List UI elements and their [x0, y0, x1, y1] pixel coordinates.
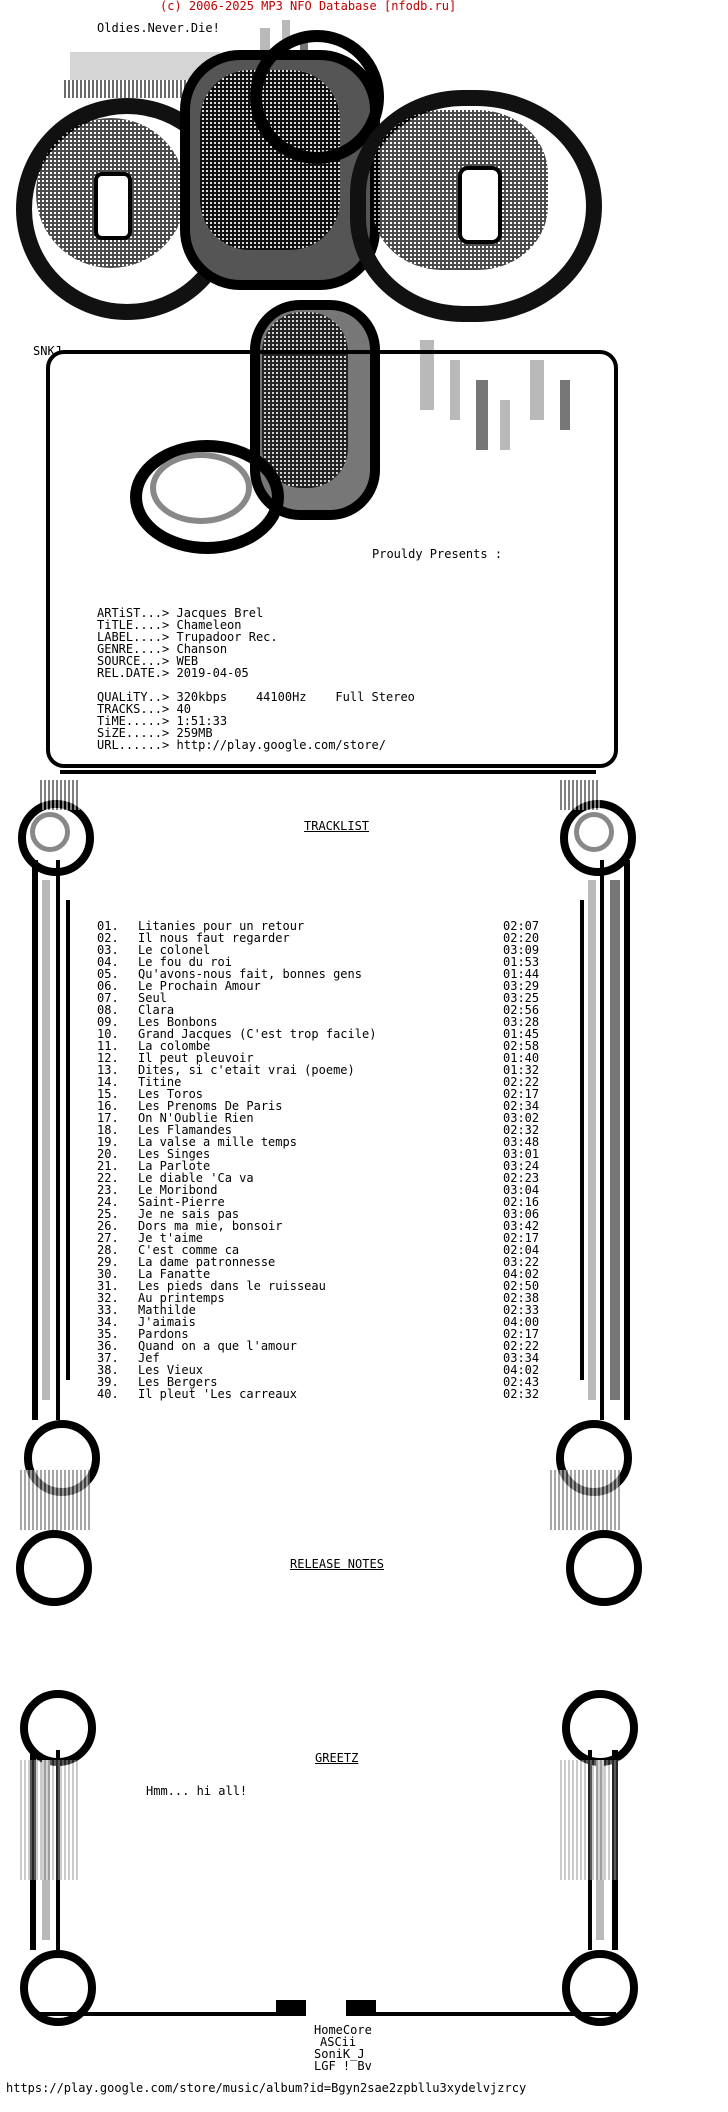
track-duration: 02:32 [503, 1123, 540, 1137]
track-duration: 03:25 [503, 991, 540, 1005]
track-title: Seul [138, 991, 167, 1005]
release-notes-heading: RELEASE NOTES [290, 1557, 384, 1571]
credit-line: ASCii [320, 2035, 357, 2049]
track-duration: 03:01 [503, 1147, 540, 1161]
presents-label: Prouldy Presents : [372, 547, 503, 561]
track-title: Qu'avons-nous fait, bonnes gens [138, 967, 362, 981]
track-title: C'est comme ca [138, 1243, 240, 1257]
track-number: 10. [97, 1027, 119, 1041]
track-number: 11. [97, 1039, 119, 1053]
track-number: 15. [97, 1087, 119, 1101]
track-duration: 03:24 [503, 1159, 540, 1173]
track-number: 33. [97, 1303, 119, 1317]
track-title: Pardons [138, 1327, 189, 1341]
info-row-quality: QUALiTY..> 320kbps 44100Hz Full Stereo [97, 690, 415, 704]
track-number: 39. [97, 1375, 119, 1389]
track-title: Jef [138, 1351, 160, 1365]
track-duration: 04:00 [503, 1315, 540, 1329]
track-number: 21. [97, 1159, 119, 1173]
track-number: 07. [97, 991, 119, 1005]
track-duration: 02:33 [503, 1303, 540, 1317]
track-number: 27. [97, 1231, 119, 1245]
track-number: 37. [97, 1351, 119, 1365]
track-title: Le diable 'Ca va [138, 1171, 254, 1185]
track-duration: 03:28 [503, 1015, 540, 1029]
track-duration: 02:20 [503, 931, 540, 945]
track-number: 05. [97, 967, 119, 981]
track-number: 34. [97, 1315, 119, 1329]
track-duration: 04:02 [503, 1267, 540, 1281]
track-title: Le Moribond [138, 1183, 218, 1197]
track-duration: 02:17 [503, 1327, 540, 1341]
track-title: Les Flamandes [138, 1123, 232, 1137]
track-title: Il nous faut regarder [138, 931, 290, 945]
track-duration: 02:23 [503, 1171, 540, 1185]
track-title: Il peut pleuvoir [138, 1051, 254, 1065]
track-duration: 04:02 [503, 1363, 540, 1377]
track-number: 03. [97, 943, 119, 957]
tracklist-heading: TRACKLIST [304, 819, 370, 833]
track-number: 06. [97, 979, 119, 993]
info-row-genre: GENRE....> Chanson [97, 642, 228, 656]
track-duration: 03:34 [503, 1351, 540, 1365]
track-title: Le Prochain Amour [138, 979, 261, 993]
track-title: Dites, si c'etait vrai (poeme) [138, 1063, 355, 1077]
track-title: Les Vieux [138, 1363, 204, 1377]
site-banner[interactable]: (c) 2006-2025 MP3 NFO Database [nfodb.ru] [160, 0, 457, 13]
track-title: La Parlote [138, 1159, 211, 1173]
track-duration: 03:22 [503, 1255, 540, 1269]
track-number: 20. [97, 1147, 119, 1161]
track-duration: 03:48 [503, 1135, 540, 1149]
track-number: 22. [97, 1171, 119, 1185]
track-duration: 02:32 [503, 1387, 540, 1401]
track-title: Les Bonbons [138, 1015, 218, 1029]
track-duration: 02:38 [503, 1291, 540, 1305]
track-number: 30. [97, 1267, 119, 1281]
track-title: Saint-Pierre [138, 1195, 225, 1209]
info-row-tracks: TRACKS...> 40 [97, 702, 191, 716]
tagline: Oldies.Never.Die! [97, 21, 220, 35]
track-number: 26. [97, 1219, 119, 1233]
track-number: 09. [97, 1015, 119, 1029]
track-number: 25. [97, 1207, 119, 1221]
track-number: 29. [97, 1255, 119, 1269]
info-row-title: TiTLE....> Chameleon [97, 618, 242, 632]
track-title: Les pieds dans le ruisseau [138, 1279, 326, 1293]
info-row-url: URL......> http://play.google.com/store/ [97, 738, 386, 752]
track-duration: 01:40 [503, 1051, 540, 1065]
track-duration: 03:09 [503, 943, 540, 957]
track-duration: 03:06 [503, 1207, 540, 1221]
track-title: La valse a mille temps [138, 1135, 297, 1149]
track-duration: 01:44 [503, 967, 540, 981]
track-number: 24. [97, 1195, 119, 1209]
track-number: 32. [97, 1291, 119, 1305]
track-number: 19. [97, 1135, 119, 1149]
track-duration: 03:04 [503, 1183, 540, 1197]
track-number: 17. [97, 1111, 119, 1125]
track-title: Je ne sais pas [138, 1207, 240, 1221]
track-title: Titine [138, 1075, 182, 1089]
info-row-size: SiZE.....> 259MB [97, 726, 213, 740]
track-number: 31. [97, 1279, 119, 1293]
track-title: Quand on a que l'amour [138, 1339, 297, 1353]
track-title: Il pleut 'Les carreaux [138, 1387, 297, 1401]
track-duration: 03:02 [503, 1111, 540, 1125]
track-title: Les Singes [138, 1147, 211, 1161]
track-title: Les Prenoms De Paris [138, 1099, 283, 1113]
track-duration: 01:32 [503, 1063, 540, 1077]
track-title: Le colonel [138, 943, 211, 957]
track-title: Au printemps [138, 1291, 225, 1305]
track-duration: 01:45 [503, 1027, 540, 1041]
credit-line: LGF ! Bv [314, 2059, 372, 2073]
credit-line: HomeCore [314, 2023, 372, 2037]
track-duration: 02:07 [503, 919, 540, 933]
track-row [0, 1388, 728, 1400]
info-row-artist: ARTiST...> Jacques Brel [97, 606, 264, 620]
credit-line: SoniK_J [314, 2047, 365, 2061]
track-duration: 02:58 [503, 1039, 540, 1053]
track-duration: 02:22 [503, 1339, 540, 1353]
track-title: Le fou du roi [138, 955, 232, 969]
track-number: 04. [97, 955, 119, 969]
track-title: On N'Oublie Rien [138, 1111, 254, 1125]
track-duration: 02:50 [503, 1279, 540, 1293]
track-number: 36. [97, 1339, 119, 1353]
track-title: La dame patronnesse [138, 1255, 276, 1269]
track-title: La colombe [138, 1039, 211, 1053]
info-row-label: LABEL....> Trupadoor Rec. [97, 630, 278, 644]
track-number: 13. [97, 1063, 119, 1077]
track-number: 40. [97, 1387, 119, 1401]
track-number: 02. [97, 931, 119, 945]
track-number: 12. [97, 1051, 119, 1065]
track-title: Clara [138, 1003, 175, 1017]
track-title: Les Toros [138, 1087, 204, 1101]
track-title: Mathilde [138, 1303, 196, 1317]
artist-tag: SNKJ [33, 344, 62, 358]
greetz-heading: GREETZ [315, 1751, 359, 1765]
track-duration: 02:43 [503, 1375, 540, 1389]
track-number: 14. [97, 1075, 119, 1089]
track-duration: 02:34 [503, 1099, 540, 1113]
track-duration: 01:53 [503, 955, 540, 969]
track-title: Les Bergers [138, 1375, 218, 1389]
info-row-reldate: REL.DATE.> 2019-04-05 [97, 666, 249, 680]
track-duration: 02:22 [503, 1075, 540, 1089]
track-number: 16. [97, 1099, 119, 1113]
footer-url[interactable]: https://play.google.com/store/music/album?id=Bgyn2sae2zpbllu3xydelvjzrcy [6, 2081, 527, 2095]
track-duration: 02:56 [503, 1003, 540, 1017]
track-number: 28. [97, 1243, 119, 1257]
track-number: 18. [97, 1123, 119, 1137]
track-duration: 02:04 [503, 1243, 540, 1257]
track-title: Dors ma mie, bonsoir [138, 1219, 283, 1233]
greetz-text: Hmm... hi all! [146, 1784, 248, 1798]
track-duration: 02:17 [503, 1231, 540, 1245]
track-number: 01. [97, 919, 119, 933]
info-row-source: SOURCE...> WEB [97, 654, 199, 668]
track-title: Je t'aime [138, 1231, 204, 1245]
track-duration: 02:16 [503, 1195, 540, 1209]
track-title: Grand Jacques (C'est trop facile) [138, 1027, 377, 1041]
track-title: Litanies pour un retour [138, 919, 305, 933]
track-number: 35. [97, 1327, 119, 1341]
track-duration: 03:29 [503, 979, 540, 993]
track-duration: 02:17 [503, 1087, 540, 1101]
track-number: 08. [97, 1003, 119, 1017]
track-duration: 03:42 [503, 1219, 540, 1233]
track-title: La Fanatte [138, 1267, 211, 1281]
track-number: 23. [97, 1183, 119, 1197]
info-row-time: TiME.....> 1:51:33 [97, 714, 228, 728]
track-title: J'aimais [138, 1315, 196, 1329]
track-number: 38. [97, 1363, 119, 1377]
